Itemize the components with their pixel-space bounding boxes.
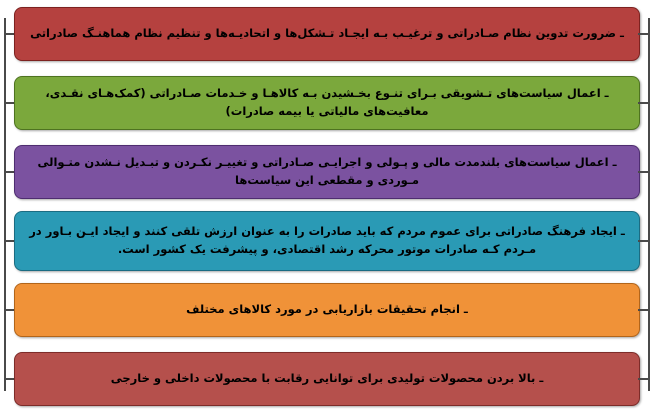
diagram-row	[0, 345, 654, 413]
diagram-node-label: ـ اعمال سیاست‌های بلندمدت مالی و پـولی و اجرایـی صـادراتی و تغییـر نکـردن و تبـدیل نـشدن متـوالی مـوردی و مقطعی این سیاست‌ها	[37, 155, 617, 187]
diagram-node-label: ـ اعمال سیاست‌های تـشویقی بـرای تنـوع بخـشیدن بـه کالاهـا و خـدمات صـادراتی (کمک‌هـای نقـدی، معافیت‌های مالیاتی یا بیمه صادرات)	[45, 86, 609, 118]
diagram-row	[0, 138, 654, 206]
diagram-node-label: ـ ایجاد فرهنگ صادراتی برای عموم مردم که باید صادرات را به عنوان ارزش تلقی کنند و ایجاد ایـن بـاور در مـردم کـه صادرات موتور محرکه رشد اقتصادی، و پیشرفت یک کشور است.	[29, 224, 625, 256]
diagram-node-label: ـ ضرورت تدوین نظام صـادراتی و ترغیـب بـه ایجـاد تـشکل‌ها و اتحادیـه‌ها و تنظیم نظام هماهنـگ صادراتی	[30, 26, 624, 41]
diagram-row	[0, 276, 654, 344]
diagram-node-4[interactable]	[14, 211, 640, 271]
diagram-node-1[interactable]	[14, 7, 640, 61]
diagram-node-label: ـ انجام تحقیقات بازاریابی در مورد کالاهای مختلف	[186, 302, 468, 317]
diagram-node-6[interactable]	[14, 352, 640, 406]
diagram-row	[0, 69, 654, 137]
diagram-node-5[interactable]	[14, 283, 640, 337]
diagram-row	[0, 0, 654, 68]
diagram-row	[0, 207, 654, 275]
diagram-node-label: ـ بالا بردن محصولات تولیدی برای توانایی رقابت با محصولات داخلی و خارجی	[110, 371, 544, 386]
diagram-node-3[interactable]	[14, 145, 640, 199]
diagram-node-2[interactable]	[14, 76, 640, 130]
